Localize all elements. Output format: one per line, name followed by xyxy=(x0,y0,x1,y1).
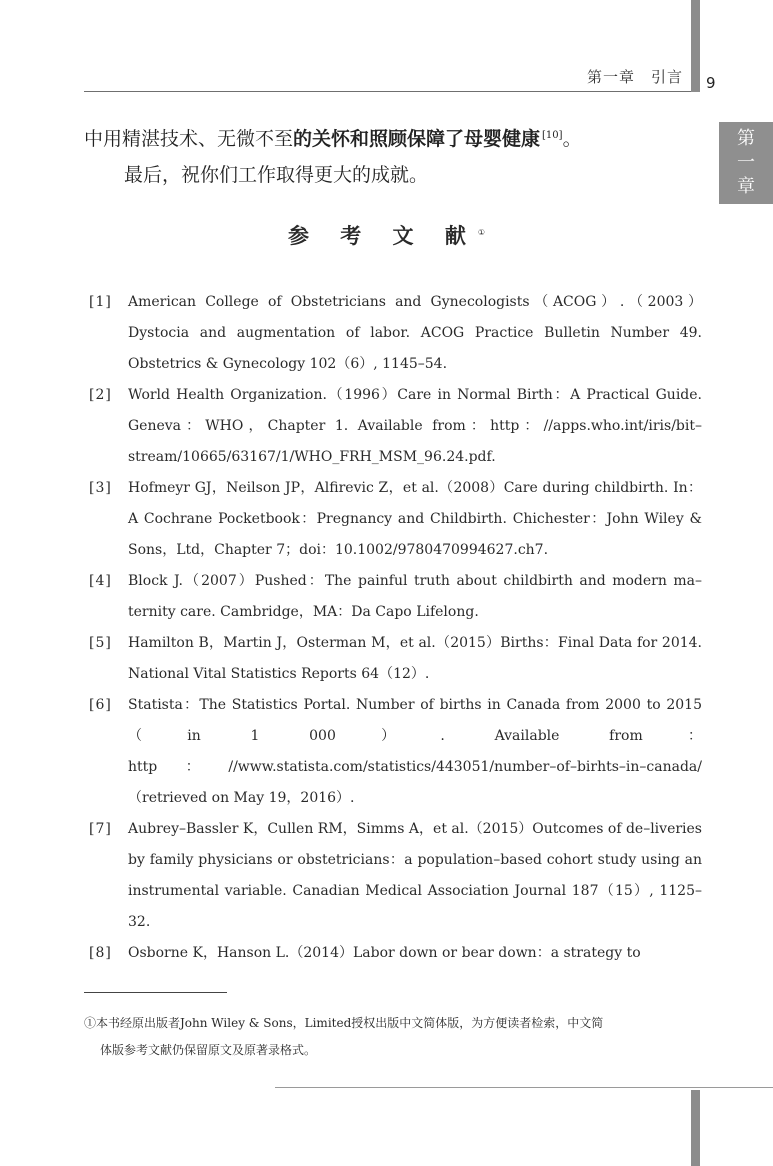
body-text: 。 xyxy=(562,128,582,150)
body-paragraph-line: 最后，祝你们工作取得更大的成就。 xyxy=(124,164,429,186)
reference-text: Aubrey–Bassler K，Cullen RM，Simms A，et al.（2015）Outcomes of de–liveries by family physicians or obstetricians：a population–based cohort study using an instrumental variable. Canadian Medical Association Journal 187（15）, 1125–32. xyxy=(128,821,702,930)
footnote-text-continued: 体版参考文献仍保留原文及原著录格式。 xyxy=(100,1043,317,1057)
reference-item xyxy=(89,380,702,473)
references-heading xyxy=(0,220,773,250)
reference-item xyxy=(89,690,702,814)
header-accent-bar xyxy=(691,0,700,92)
citation-marker: [10] xyxy=(542,129,563,141)
reference-number: [5] xyxy=(89,635,112,651)
running-header: 第一章 引言 xyxy=(586,68,683,86)
chapter-tab-char: 一 xyxy=(737,151,755,173)
reference-text: Statista：The Statistics Portal. Number of births in Canada from 2000 to 2015（in 1 000）. Available from：http：//www.statista.com/statistics/443051/number–of–birhts–in–canada/（retrieved on May 19，2016）. xyxy=(128,697,702,806)
body-text: 中用精湛技术、无微不至 xyxy=(84,128,294,150)
chapter-thumb-tab xyxy=(719,122,773,204)
reference-number: [4] xyxy=(89,573,112,589)
references-title: 参 考 文 献 xyxy=(287,224,478,248)
footnote-text: ①本书经原出版者John Wiley & Sons，Limited授权出版中文简体版，为方便读者检索，中文简 xyxy=(84,1016,604,1030)
reference-number: [7] xyxy=(89,821,112,837)
reference-item xyxy=(89,938,702,969)
reference-number: [2] xyxy=(89,387,112,403)
reference-text: World Health Organization.（1996）Care in Normal Birth：A Practical Guide. Geneva：WHO，Chapter 1. Available from：http：//apps.who.int/iris/bit–stream/10665/63167/1/WHO_FRH_MSM_96.24.pdf. xyxy=(128,387,702,465)
reference-list xyxy=(89,287,702,969)
chapter-tab-char: 章 xyxy=(737,176,755,198)
reference-number: [6] xyxy=(89,697,112,713)
reference-item xyxy=(89,287,702,380)
bottom-divider xyxy=(275,1087,773,1088)
body-paragraph-line xyxy=(84,124,582,151)
reference-text: Hamilton B，Martin J，Osterman M，et al.（2015）Births：Final Data for 2014. National Vital Statistics Reports 64（12）. xyxy=(128,635,702,682)
reference-text: Block J.（2007）Pushed：The painful truth about childbirth and modern ma–ternity care. Cambridge，MA：Da Capo Lifelong. xyxy=(128,573,702,620)
footnote xyxy=(84,1010,702,1064)
reference-item xyxy=(89,566,702,628)
reference-number: [1] xyxy=(89,294,112,310)
footnote-marker: ① xyxy=(477,228,486,237)
header-divider xyxy=(84,91,691,92)
body-text-bold: 的关怀和照顾保障了母婴健康 xyxy=(293,128,541,150)
reference-item xyxy=(89,473,702,566)
page-number: 9 xyxy=(706,74,716,92)
reference-item xyxy=(89,628,702,690)
reference-text: American College of Obstetricians and Gynecologists（ACOG）.（2003）Dystocia and augmentation of labor. ACOG Practice Bulletin Number 49. Obstetrics & Gynecology 102（6）, 1145–54. xyxy=(128,294,702,372)
reference-item xyxy=(89,814,702,938)
reference-text: Hofmeyr GJ，Neilson JP，Alfirevic Z，et al.（2008）Care during childbirth. In：A Cochrane Pocketbook：Pregnancy and Childbirth. Chichester：John Wiley & Sons，Ltd，Chapter 7；doi：10.1002/9780470994627.ch7. xyxy=(128,480,702,558)
reference-number: [8] xyxy=(89,945,112,961)
reference-text: Osborne K，Hanson L.（2014）Labor down or bear down：a strategy to xyxy=(128,945,641,961)
reference-number: [3] xyxy=(89,480,112,496)
footer-accent-bar xyxy=(691,1090,700,1166)
chapter-tab-char: 第 xyxy=(737,127,755,149)
footnote-divider xyxy=(84,992,227,993)
